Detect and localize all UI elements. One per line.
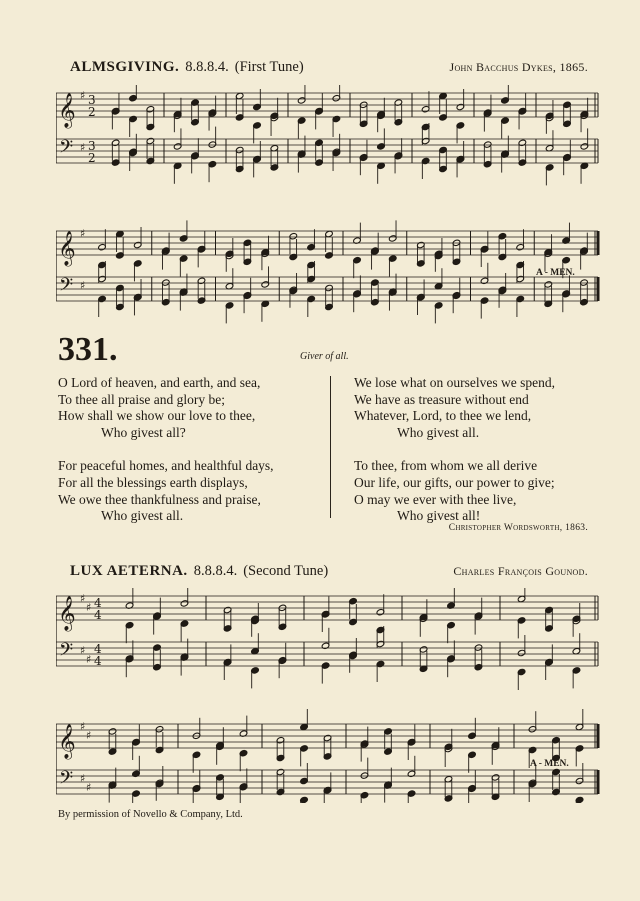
amen-label: A - MEN. (536, 268, 575, 278)
sharp-sign: ♯ (80, 89, 86, 102)
verse-line: For peaceful homes, and healthful days, (58, 458, 274, 474)
sharp-sign: ♯ (80, 141, 86, 154)
time-signature: 3 (88, 139, 96, 153)
staff (56, 139, 598, 163)
tune1-name: ALMSGIVING. (70, 59, 180, 75)
tune2-meter: 8.8.8.4. (193, 563, 238, 579)
treble-clef: 𝄞 (58, 231, 76, 266)
verse-column-right (354, 375, 624, 525)
verse-line: We owe thee thankfulness and praise, (58, 491, 261, 507)
verse-line: O Lord of heaven, and earth, and sea, (58, 375, 261, 390)
tune1-tune-note: (First Tune) (234, 59, 304, 75)
tune1-score (56, 85, 600, 330)
sharp-sign: ♯ (86, 729, 92, 742)
verse-line: To thee, from whom we all derive (354, 458, 538, 474)
sharp-sign: ♯ (80, 772, 86, 785)
bass-clef: 𝄢 (59, 137, 74, 162)
treble-clef: 𝄞 (58, 93, 76, 128)
sharp-sign: ♯ (80, 279, 86, 292)
tune2-name: LUX AETERNA. (70, 563, 188, 579)
sharp-sign: ♯ (80, 720, 86, 733)
verse-refrain: Who givest all. (101, 508, 184, 524)
amen-label: A - MEN. (530, 759, 569, 769)
time-signature: 4 (94, 642, 102, 656)
verse-line: How shall we show our love to thee, (58, 408, 256, 424)
treble-clef: 𝄞 (58, 596, 76, 631)
verse-refrain: Who givest all? (101, 424, 186, 440)
footnote: By permission of Novello & Company, Ltd. (58, 809, 243, 820)
tune2-composer: Charles François Gounod. (453, 564, 588, 578)
bass-clef: 𝄢 (59, 640, 74, 665)
verse-line: We lose what on ourselves we spend, (354, 375, 555, 390)
staff (56, 93, 598, 117)
tune2-header (70, 563, 588, 585)
hymn-number: 331. (58, 331, 118, 368)
time-signature: 4 (94, 654, 102, 668)
column-divider (330, 376, 331, 518)
verse-line: We have as treasure without end (354, 391, 529, 407)
sharp-sign: ♯ (86, 781, 92, 794)
staff (56, 231, 598, 255)
sharp-sign: ♯ (86, 601, 92, 614)
tune1-meter: 8.8.8.4. (185, 59, 229, 75)
sharp-sign: ♯ (80, 227, 86, 240)
time-signature: 4 (94, 596, 102, 610)
verse-refrain: Who givest all. (397, 424, 480, 440)
sharp-sign: ♯ (86, 653, 92, 666)
tune2-tune-note: (Second Tune) (243, 563, 329, 579)
bass-clef: 𝄢 (59, 275, 74, 300)
verse-column-left (58, 375, 328, 525)
treble-clef: 𝄞 (58, 724, 76, 759)
bass-clef: 𝄢 (59, 768, 74, 793)
tune1-title-group (70, 59, 304, 76)
hymn-author: Christopher Wordsworth, 1863. (448, 523, 588, 533)
verse-line: O may we ever with thee live, (354, 491, 517, 507)
time-signature: 4 (94, 608, 102, 622)
time-signature: 2 (88, 105, 96, 119)
tune1-header (70, 59, 588, 81)
verse-refrain: Who givest all! (397, 508, 481, 524)
verse-line: For all the blessings earth displays, (58, 474, 248, 490)
sharp-sign: ♯ (80, 644, 86, 657)
verse-line: To thee all praise and glory be; (58, 391, 225, 407)
tune1-composer: John Bacchus Dykes, 1865. (449, 60, 588, 74)
tune2-title-group (70, 563, 328, 580)
time-signature: 2 (88, 151, 96, 165)
time-signature: 3 (88, 93, 96, 107)
verse-line: Our life, our gifts, our power to give; (354, 474, 555, 490)
sharp-sign: ♯ (80, 592, 86, 605)
verse-line: Whatever, Lord, to thee we lend, (354, 408, 532, 424)
hymn-subtitle: Giver of all. (300, 351, 349, 362)
tune2-score (56, 588, 600, 803)
